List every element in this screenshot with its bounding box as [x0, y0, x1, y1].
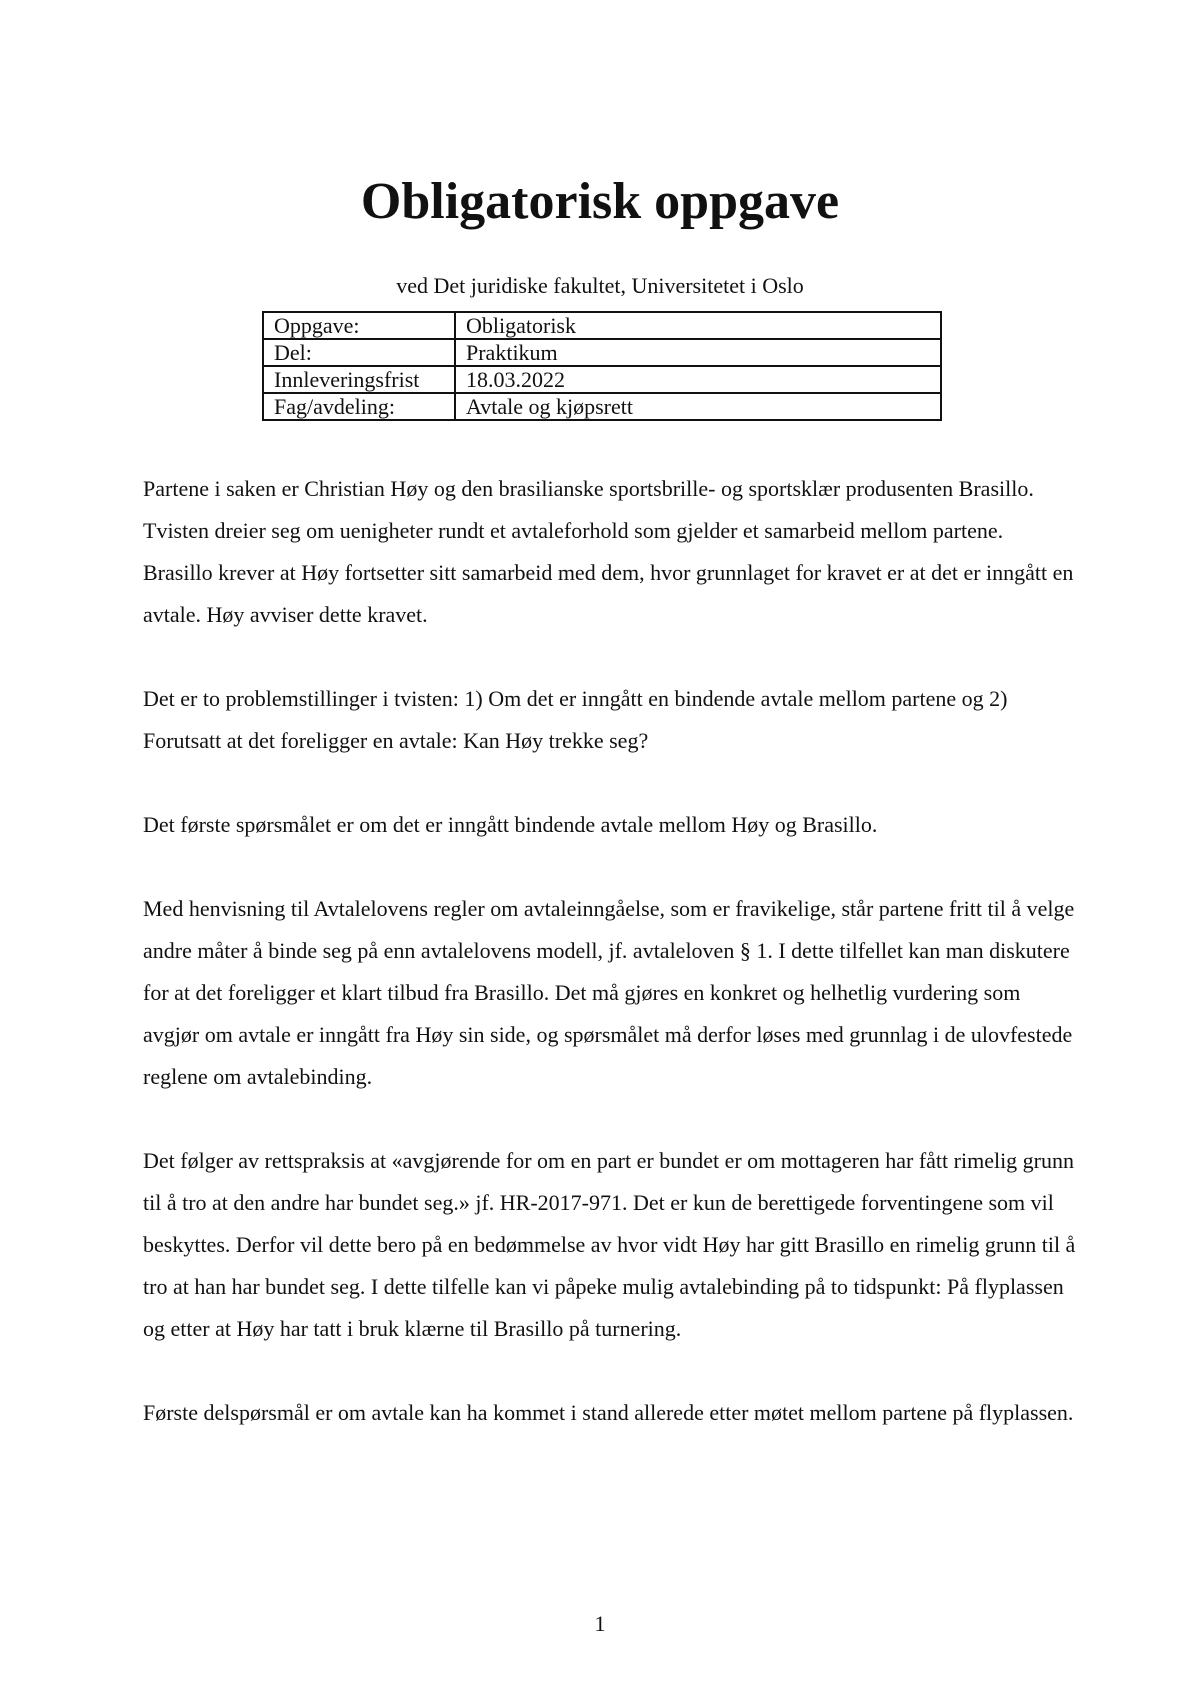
table-cell-label: Fag/avdeling: [263, 393, 455, 420]
body-paragraph: Det er to problemstillinger i tvisten: 1) Om det er inngått en bindende avtale mellom partene og 2) Forutsatt at det foreligger en avtale: Kan Høy trekke seg? [143, 686, 1008, 753]
body-paragraph: Det følger av rettspraksis at «avgjørende for om en part er bundet er om mottageren har fått rimelig grunn til å tro at den andre har bundet seg.» jf. HR-2017-971. Det er kun de berettigede forventingene som vil beskyttes. Derfor vil dette bero på en bedømmelse av hvor vidt Høy har gitt Brasillo en rimelig grunn til å tro at han har bundet seg. I dette tilfelle kan vi påpeke mulig avtalebinding på to tidspunkt: På flyplassen og etter at Høy har tatt i bruk klærne til Brasillo på turnering. [143, 1148, 1076, 1341]
table-cell-value: Avtale og kjøpsrett [455, 393, 941, 420]
page-number: 1 [594, 1611, 606, 1636]
table-row [263, 312, 941, 339]
body-paragraph: Med henvisning til Avtalelovens regler om avtaleinngåelse, som er fravikelige, står partene fritt til å velge andre måter å binde seg på enn avtalelovens modell, jf. avtaleloven § 1. I dette tilfellet kan man diskutere for at det foreligger et klart tilbud fra Brasillo. Det må gjøres en konkret og helhetlig vurdering som avgjør om avtale er inngått fra Høy sin side, og spørsmålet må derfor løses med grunnlag i de ulovfestede reglene om avtalebinding. [143, 896, 1075, 1089]
table-cell-label: Innleveringsfrist [263, 366, 455, 393]
table-cell-value: 18.03.2022 [455, 366, 941, 393]
table-row [263, 339, 941, 366]
assignment-info-table [262, 311, 942, 421]
table-row [263, 393, 941, 420]
body-paragraph: Første delspørsmål er om avtale kan ha kommet i stand allerede etter møtet mellom partene på flyplassen. [143, 1400, 1074, 1425]
table-cell-label: Oppgave: [263, 312, 455, 339]
body-paragraph: Det første spørsmålet er om det er inngått bindende avtale mellom Høy og Brasillo. [143, 812, 878, 837]
table-cell-value: Praktikum [455, 339, 941, 366]
document-subtitle: ved Det juridiske fakultet, Universitetet i Oslo [396, 273, 804, 298]
table-cell-label: Del: [263, 339, 455, 366]
table-row [263, 366, 941, 393]
document-title: Obligatorisk oppgave [360, 173, 840, 230]
body-paragraph: Partene i saken er Christian Høy og den brasilianske sportsbrille- og sportsklær produsenten Brasillo. Tvisten dreier seg om uenigheter rundt et avtaleforhold som gjelder et samarbeid mellom partene. Brasillo krever at Høy fortsetter sitt samarbeid med dem, hvor grunnlaget for kravet er at det er inngått en avtale. Høy avviser dette kravet. [143, 476, 1074, 627]
table-cell-value: Obligatorisk [455, 312, 941, 339]
document-body [143, 468, 1078, 1476]
